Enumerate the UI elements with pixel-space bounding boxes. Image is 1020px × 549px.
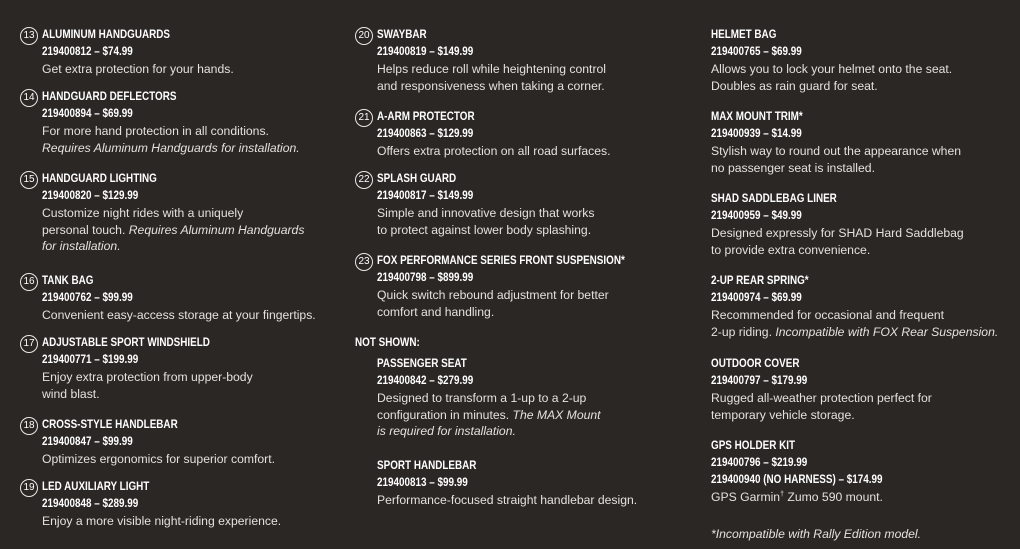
item-title: MAX MOUNT TRIM*	[711, 111, 803, 123]
accessory-item	[20, 335, 253, 402]
part-number-price: 219400817 – $149.99	[377, 190, 474, 202]
desc-text: wind blast.	[42, 386, 100, 401]
desc-text: Helps reduce roll while heightening control	[377, 62, 606, 76]
accessory-item	[20, 479, 281, 530]
part-number-price: 219400812 – $74.99	[42, 46, 133, 58]
accessory-item	[711, 27, 952, 94]
part-number-price: 219400796 – $219.99	[711, 457, 808, 469]
desc-text: comfort and handling.	[377, 304, 495, 319]
item-description	[42, 140, 300, 157]
item-description	[711, 61, 952, 78]
callout-number: 18	[20, 417, 38, 435]
accessory-item	[711, 109, 961, 176]
item-title: SWAYBAR	[377, 29, 427, 41]
part-number-price: 219400820 – $129.99	[42, 190, 139, 202]
desc-text: For more hand protection in all conditions.	[42, 124, 269, 138]
desc-text: Get extra protection for your hands.	[42, 62, 234, 76]
dagger-mark: †	[780, 490, 784, 498]
item-description	[42, 123, 300, 140]
item-description	[711, 225, 964, 242]
desc-text: Optimizes ergonomics for superior comfort.	[42, 452, 275, 466]
part-number-price: 219400842 – $279.99	[377, 375, 474, 387]
part-number-price: 219400819 – $149.99	[377, 46, 474, 58]
part-number-price: 219400762 – $99.99	[42, 292, 133, 304]
desc-text: Designed to transform a 1-up to a 2-up	[377, 391, 587, 405]
item-title: SPLASH GUARD	[377, 173, 457, 185]
accessory-item	[20, 27, 234, 78]
item-description	[711, 489, 910, 506]
part-number-price: 219400863 – $129.99	[377, 128, 474, 140]
item-description	[377, 222, 594, 239]
accessory-item	[20, 89, 300, 156]
part-number-price: 219400974 – $69.99	[711, 292, 802, 304]
accessory-item	[711, 191, 964, 258]
part-number-price: 219400765 – $69.99	[711, 46, 802, 58]
item-title: TANK BAG	[42, 275, 94, 287]
item-description	[377, 287, 665, 304]
desc-text: Customize night rides with a uniquely	[42, 206, 244, 220]
item-description	[42, 386, 253, 403]
callout-number: 16	[20, 273, 38, 291]
desc-text: Quick switch rebound adjustment for better	[377, 288, 609, 302]
item-title: SPORT HANDLEBAR	[377, 460, 477, 472]
item-description	[377, 390, 601, 407]
callout-number: 15	[20, 171, 38, 189]
item-description	[377, 304, 665, 321]
item-title: FOX PERFORMANCE SERIES FRONT SUSPENSION*	[377, 255, 625, 267]
desc-text: Designed expressly for SHAD Hard Saddlebag	[711, 226, 964, 240]
item-description	[377, 78, 606, 95]
part-number-price: 219400813 – $99.99	[377, 477, 468, 489]
accessory-item	[355, 253, 665, 320]
callout-number: 21	[355, 109, 373, 127]
desc-text: to provide extra convenience.	[711, 242, 871, 257]
desc-text: Rugged all-weather protection perfect for	[711, 391, 932, 405]
item-description	[711, 242, 964, 259]
not-shown-label: NOT SHOWN:	[355, 337, 420, 349]
desc-text: Doubles as rain guard for seat.	[711, 78, 878, 93]
item-title: ALUMINUM HANDGUARDS	[42, 29, 171, 41]
item-description	[711, 160, 961, 177]
part-number-price: 219400894 – $69.99	[42, 108, 133, 120]
item-description	[42, 369, 253, 386]
item-description	[711, 78, 952, 95]
item-title: HELMET BAG	[711, 29, 777, 41]
part-number-price: 219400798 – $899.99	[377, 272, 474, 284]
desc-text: and responsiveness when taking a corner.	[377, 78, 605, 93]
part-number-price: 219400939 – $14.99	[711, 128, 802, 140]
item-description	[377, 61, 606, 78]
item-description	[711, 143, 961, 160]
accessory-item	[355, 171, 594, 238]
item-description	[377, 205, 594, 222]
item-description	[42, 451, 275, 468]
item-description	[377, 407, 601, 424]
accessory-item	[355, 356, 601, 440]
item-description	[711, 307, 998, 324]
item-description	[42, 222, 304, 239]
callout-number: 13	[20, 27, 38, 45]
item-title: CROSS-STYLE HANDLEBAR	[42, 419, 178, 431]
part-number-price: 219400771 – $199.99	[42, 354, 139, 366]
desc-text: Convenient easy-access storage at your fingertips.	[42, 308, 316, 322]
item-description	[42, 61, 234, 78]
item-title: PASSENGER SEAT	[377, 358, 467, 370]
item-description	[711, 407, 932, 424]
callout-number: 22	[355, 171, 373, 189]
item-title: 2-UP REAR SPRING*	[711, 275, 809, 287]
callout-number: 19	[20, 479, 38, 497]
accessory-item	[20, 171, 304, 255]
desc-note-italic: Incompatible with FOX Rear Suspension.	[775, 324, 999, 339]
desc-text: configuration in minutes.	[377, 407, 513, 422]
accessory-item	[20, 417, 275, 468]
item-title: OUTDOOR COVER	[711, 358, 800, 370]
desc-text: personal touch.	[42, 222, 129, 237]
desc-text: Enjoy a more visible night-riding experience.	[42, 514, 282, 528]
desc-text: no passenger seat is installed.	[711, 160, 875, 175]
accessory-item	[711, 438, 910, 506]
callout-number: 23	[355, 253, 373, 271]
desc-text: 2-up riding.	[711, 324, 776, 339]
item-title: ADJUSTABLE SPORT WINDSHIELD	[42, 337, 210, 349]
part-number-price: 219400797 – $179.99	[711, 375, 808, 387]
desc-text: Zumo 590 mount.	[784, 490, 883, 504]
desc-text: Enjoy extra protection from upper-body	[42, 370, 253, 384]
callout-number: 20	[355, 27, 373, 45]
desc-text: Performance-focused straight handlebar design.	[377, 493, 638, 507]
item-description	[42, 307, 316, 324]
desc-note-italic: Requires Aluminum Handguards for installation.	[42, 140, 300, 155]
accessory-item	[355, 27, 606, 94]
item-description	[42, 513, 281, 530]
desc-text: temporary vehicle storage.	[711, 407, 855, 422]
desc-text: Allows you to lock your helmet onto the seat.	[711, 62, 953, 76]
desc-text: Offers extra protection on all road surfaces.	[377, 144, 611, 158]
item-description	[711, 390, 932, 407]
item-title: HANDGUARD DEFLECTORS	[42, 91, 177, 103]
desc-note-italic: is required for installation.	[377, 424, 516, 438]
callout-number: 14	[20, 89, 38, 107]
item-title: A-ARM PROTECTOR	[377, 111, 475, 123]
desc-note-italic: for installation.	[42, 239, 121, 253]
item-description	[42, 205, 304, 222]
callout-number: 17	[20, 335, 38, 353]
part-number-price: 219400848 – $289.99	[42, 498, 139, 510]
item-description	[377, 492, 637, 509]
part-number-price: 219400959 – $49.99	[711, 210, 802, 222]
part-number-price: 219400847 – $99.99	[42, 436, 133, 448]
item-title: LED AUXILIARY LIGHT	[42, 481, 150, 493]
desc-text: Stylish way to round out the appearance when	[711, 144, 962, 158]
desc-text: Simple and innovative design that works	[377, 206, 595, 220]
part-number-price: 219400940 (NO HARNESS) – $174.99	[711, 474, 883, 486]
accessory-item	[355, 109, 611, 160]
desc-text: to protect against lower body splashing.	[377, 222, 592, 237]
desc-text: GPS Garmin	[711, 490, 781, 504]
accessory-item	[711, 356, 932, 423]
item-description	[42, 238, 304, 255]
accessory-item	[355, 458, 637, 509]
accessory-item	[711, 273, 998, 340]
item-description	[377, 423, 601, 440]
item-title: GPS HOLDER KIT	[711, 440, 796, 452]
item-description	[711, 324, 998, 341]
desc-text: Recommended for occasional and frequent	[711, 308, 945, 322]
item-title: HANDGUARD LIGHTING	[42, 173, 157, 185]
desc-note-italic: The MAX Mount	[512, 407, 601, 422]
desc-note-italic: Requires Aluminum Handguards	[128, 222, 305, 237]
accessory-item	[20, 273, 316, 324]
item-title: SHAD SADDLEBAG LINER	[711, 193, 837, 205]
footnote: *Incompatible with Rally Edition model.	[711, 527, 921, 541]
item-description	[377, 143, 611, 160]
